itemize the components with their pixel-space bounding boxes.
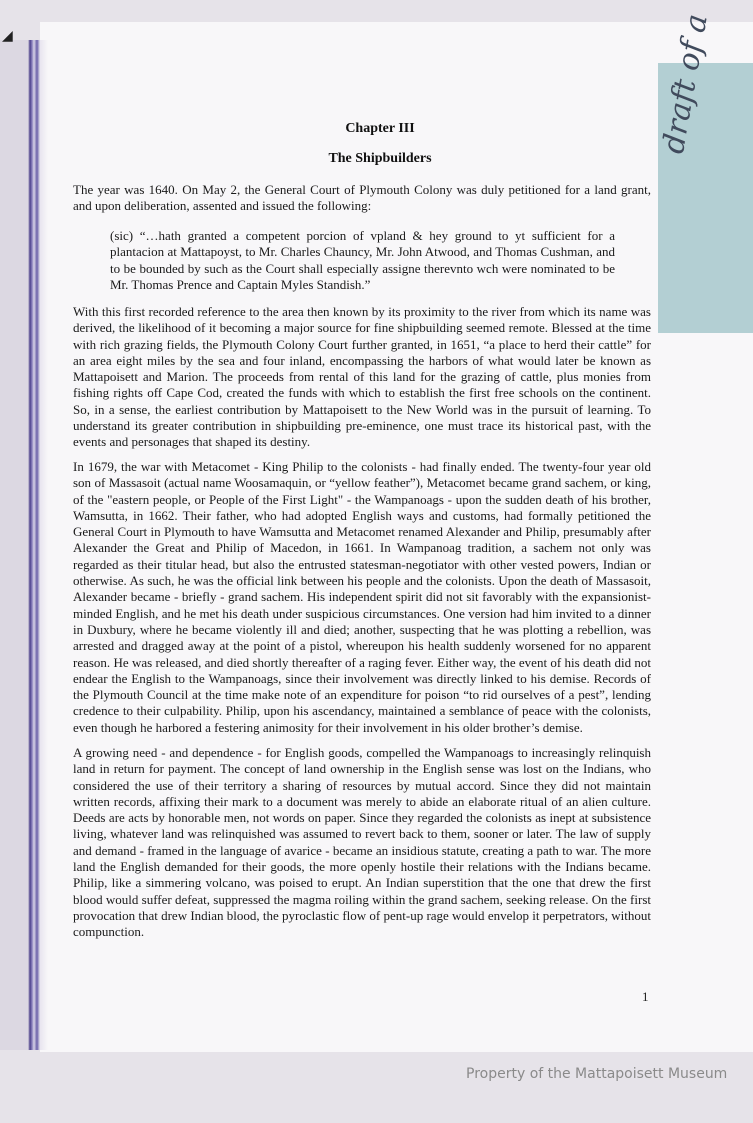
chapter-subtitle: The Shipbuilders xyxy=(328,151,432,166)
binder-edge xyxy=(0,40,48,1050)
block-quote: (sic) “…hath granted a competent porcion of vpland & hey ground to yt sufficient for a plantacion at Mattapoyst, to Mr. Charles Chauncy, Mr. John Atwood, and Thomas Cushman, and to be bounded by such as the Court shall especially assigne therevnto wch were nominated to be Mr. Thomas Prence and Captain Myles Standish.” xyxy=(110,228,615,292)
handwritten-note: draft of a xyxy=(656,11,715,157)
page-number: 1 xyxy=(642,989,649,1004)
paragraph-metacomet: In 1679, the war with Metacomet - King Philip to the colonists - had finally ended. The twenty-four year old son of Massasoit (actual name Woosamaquin, or “yellow feather”), Metacomet became grand sachem, or king, of the "eastern people, or People of the First Light" - the Wampanoags - upon the sudden death of his brother, Wamsutta, in 1662. Their father, who had adopted English ways and customs, had formally petitioned the General Court in Plymouth to have Wamsutta and Metacomet renamed Alexander and Philip, presumably after Alexander the Great and Philip of Macedon, in 1661. In Wampanoag tradition, a sachem not only was regarded as their titular head, but also the entrusted statesman-negotiator with other vested powers, Indian or otherwise. As such, he was the official link between his people and the colonists. Upon the death of Massasoit, Alexander became - briefly - grand sachem. His independent spirit did not sit favorably with the expansionist-minded English, and he met his death under suspicious circumstances. One version had him invited to a dinner in Duxbury, where he became violently ill and died; another, suspecting that he was plotting a rebellion, was arrested and dragged away at the point of a pistol, whereupon his health suddenly worsened for no apparent reason. He was released, and died shortly thereafter of a raging fever. Either way, the event of his death did not endear the English to the Wampanoags, since their involvement was directly linked to his demise. Records of the Plymouth Council at the time make note of an expenditure for poison “to rid ourselves of a pest”, lending credence to their culpability. Philip, upon his ascendancy, maintained a semblance of peace with the colonists, even though he harbored a festering animosity for their involvement in his older brother’s demise. xyxy=(73,459,651,735)
paragraph-origin: With this first recorded reference to the area then known by its proximity to the river from which its name was derived, the likelihood of it becoming a major source for fine shipbuilding seemed remote. Blessed at the time with rich grazing fields, the Plymouth Colony Court further granted, in 1651, “a place to herd their cattle” for an area eight miles by the sea and four inland, encompassing the harbors of what would later be known as Mattapoisett and Marion. The proceeds from rental of this land for the grazing of cattle, plus monies from fishing rights off Cape Cod, created the funds with which to establish the first free schools on the continent. So, in a sense, the earliest contribution by Mattapoisett to the New World was in the pursuit of learning. To understand its greater contribution in shipbuilding pre-eminence, one must trace its historical past, with the events and personages that shaped its destiny. xyxy=(73,304,651,450)
museum-watermark: Property of the Mattapoisett Museum xyxy=(466,1066,728,1082)
paragraph-land: A growing need - and dependence - for English goods, compelled the Wampanoags to increasingly relinquish land in return for payment. The concept of land ownership in the English sense was lost on the Indians, who considered the use of their territory a sharing of resources by mutual accord. Since they did not maintain written records, affixing their mark to a document was merely to abide an elaborate ritual of an alien culture. Deeds are acts by honorable men, not words on paper. Since they regarded the colonists as inept at subsistence living, whatever land was relinquished was assumed to revert back to them, sooner or later. The law of supply and demand - framed in the language of avarice - became an insidious statute, creating a path to war. The more land the English demanded for their goods, the more openly hostile their relations with the Indians became. Philip, like a simmering volcano, was poised to erupt. An Indian superstition that the one that drew the first blood would suffer defeat, suppressed the magma roiling within the grand sachem, seeking release. On the first provocation that drew Indian blood, the pyroclastic flow of pent-up rage would envelop it perpetrators, without compunction. xyxy=(73,745,651,940)
chapter-title: Chapter III xyxy=(345,121,415,136)
paragraph-intro: The year was 1640. On May 2, the General Court of Plymouth Colony was duly petitioned for a land grant, and upon deliberation, assented and issued the following: xyxy=(73,182,651,214)
corner-mark: ◢ xyxy=(2,29,13,44)
